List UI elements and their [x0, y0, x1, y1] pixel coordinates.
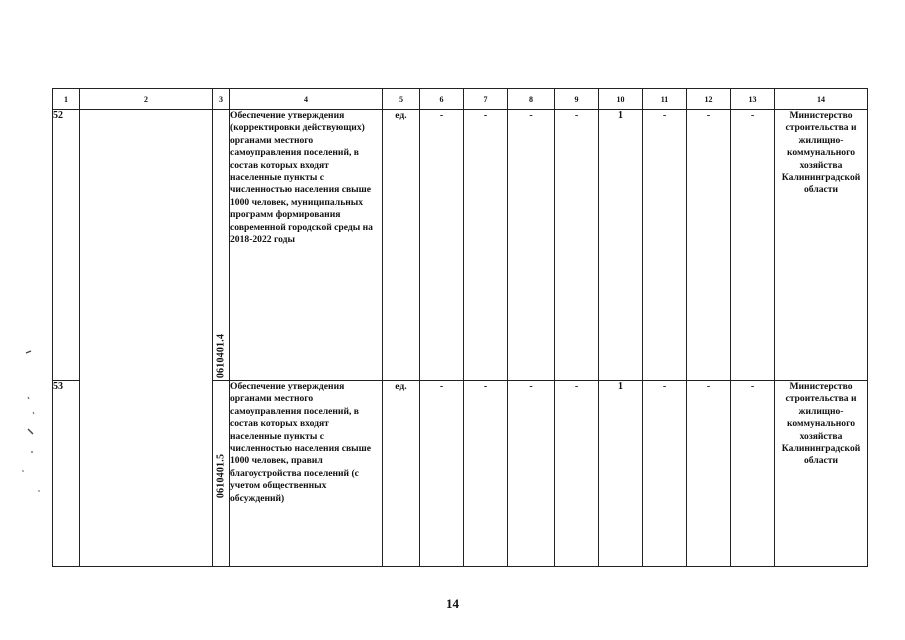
- row-unit: ед.: [383, 381, 420, 567]
- value-cell: -: [464, 110, 508, 381]
- value-cell: -: [508, 110, 555, 381]
- column-header: 9: [555, 89, 599, 110]
- row-responsible: Министерство строительства и жилищно-коммунального хозяйства Калининградской области: [775, 381, 868, 567]
- value-cell: -: [687, 381, 731, 567]
- column-header: 14: [775, 89, 868, 110]
- value-cell: -: [420, 110, 464, 381]
- row-number: 52: [53, 110, 80, 381]
- column-header: 4: [230, 89, 383, 110]
- row-responsible: Министерство строительства и жилищно-коммунального хозяйства Калининградской области: [775, 110, 868, 381]
- code-cell: [213, 381, 230, 567]
- column-header: 12: [687, 89, 731, 110]
- value-cell: -: [555, 110, 599, 381]
- value-cell: -: [731, 110, 775, 381]
- value-cell: -: [687, 110, 731, 381]
- column-header: 8: [508, 89, 555, 110]
- row-unit: ед.: [383, 110, 420, 381]
- column-header: 5: [383, 89, 420, 110]
- scan-margin-marks: [0, 0, 60, 640]
- value-cell: -: [464, 381, 508, 567]
- merged-empty-cell: [80, 110, 213, 567]
- row-number: 53: [53, 381, 80, 567]
- column-header: 3: [213, 89, 230, 110]
- row-description: Обеспечение утверждения (корректировки действующих) органами местного самоуправления поселений, в состав которых входят населенные пункты с численностью населения свыше 1000 человек, муниципальных программ формирования современной городской среды на 2018-2022 годы: [230, 110, 383, 381]
- column-header: 10: [599, 89, 643, 110]
- value-cell: -: [420, 381, 464, 567]
- row-description: Обеспечение утверждения органами местного самоуправления поселений, в состав которых входят населенные пункты с численностью населения свыше 1000 человек, правил благоустройства поселений (с учетом общественных обсуждений): [230, 381, 383, 567]
- value-cell: 1: [599, 381, 643, 567]
- column-header: 7: [464, 89, 508, 110]
- code-cell: [213, 110, 230, 381]
- column-header: 1: [53, 89, 80, 110]
- value-cell: -: [508, 381, 555, 567]
- value-cell: -: [731, 381, 775, 567]
- value-cell: 1: [599, 110, 643, 381]
- column-header: 13: [731, 89, 775, 110]
- header-row: [53, 89, 868, 110]
- row-code: 0610401.4: [215, 333, 227, 379]
- plan-table: [52, 88, 868, 567]
- table-row: [53, 110, 868, 381]
- column-header: 11: [643, 89, 687, 110]
- column-header: 2: [80, 89, 213, 110]
- row-code: 0610401.5: [215, 453, 227, 499]
- page-number: 14: [446, 596, 459, 611]
- column-header: 6: [420, 89, 464, 110]
- value-cell: -: [555, 381, 599, 567]
- value-cell: -: [643, 110, 687, 381]
- value-cell: -: [643, 381, 687, 567]
